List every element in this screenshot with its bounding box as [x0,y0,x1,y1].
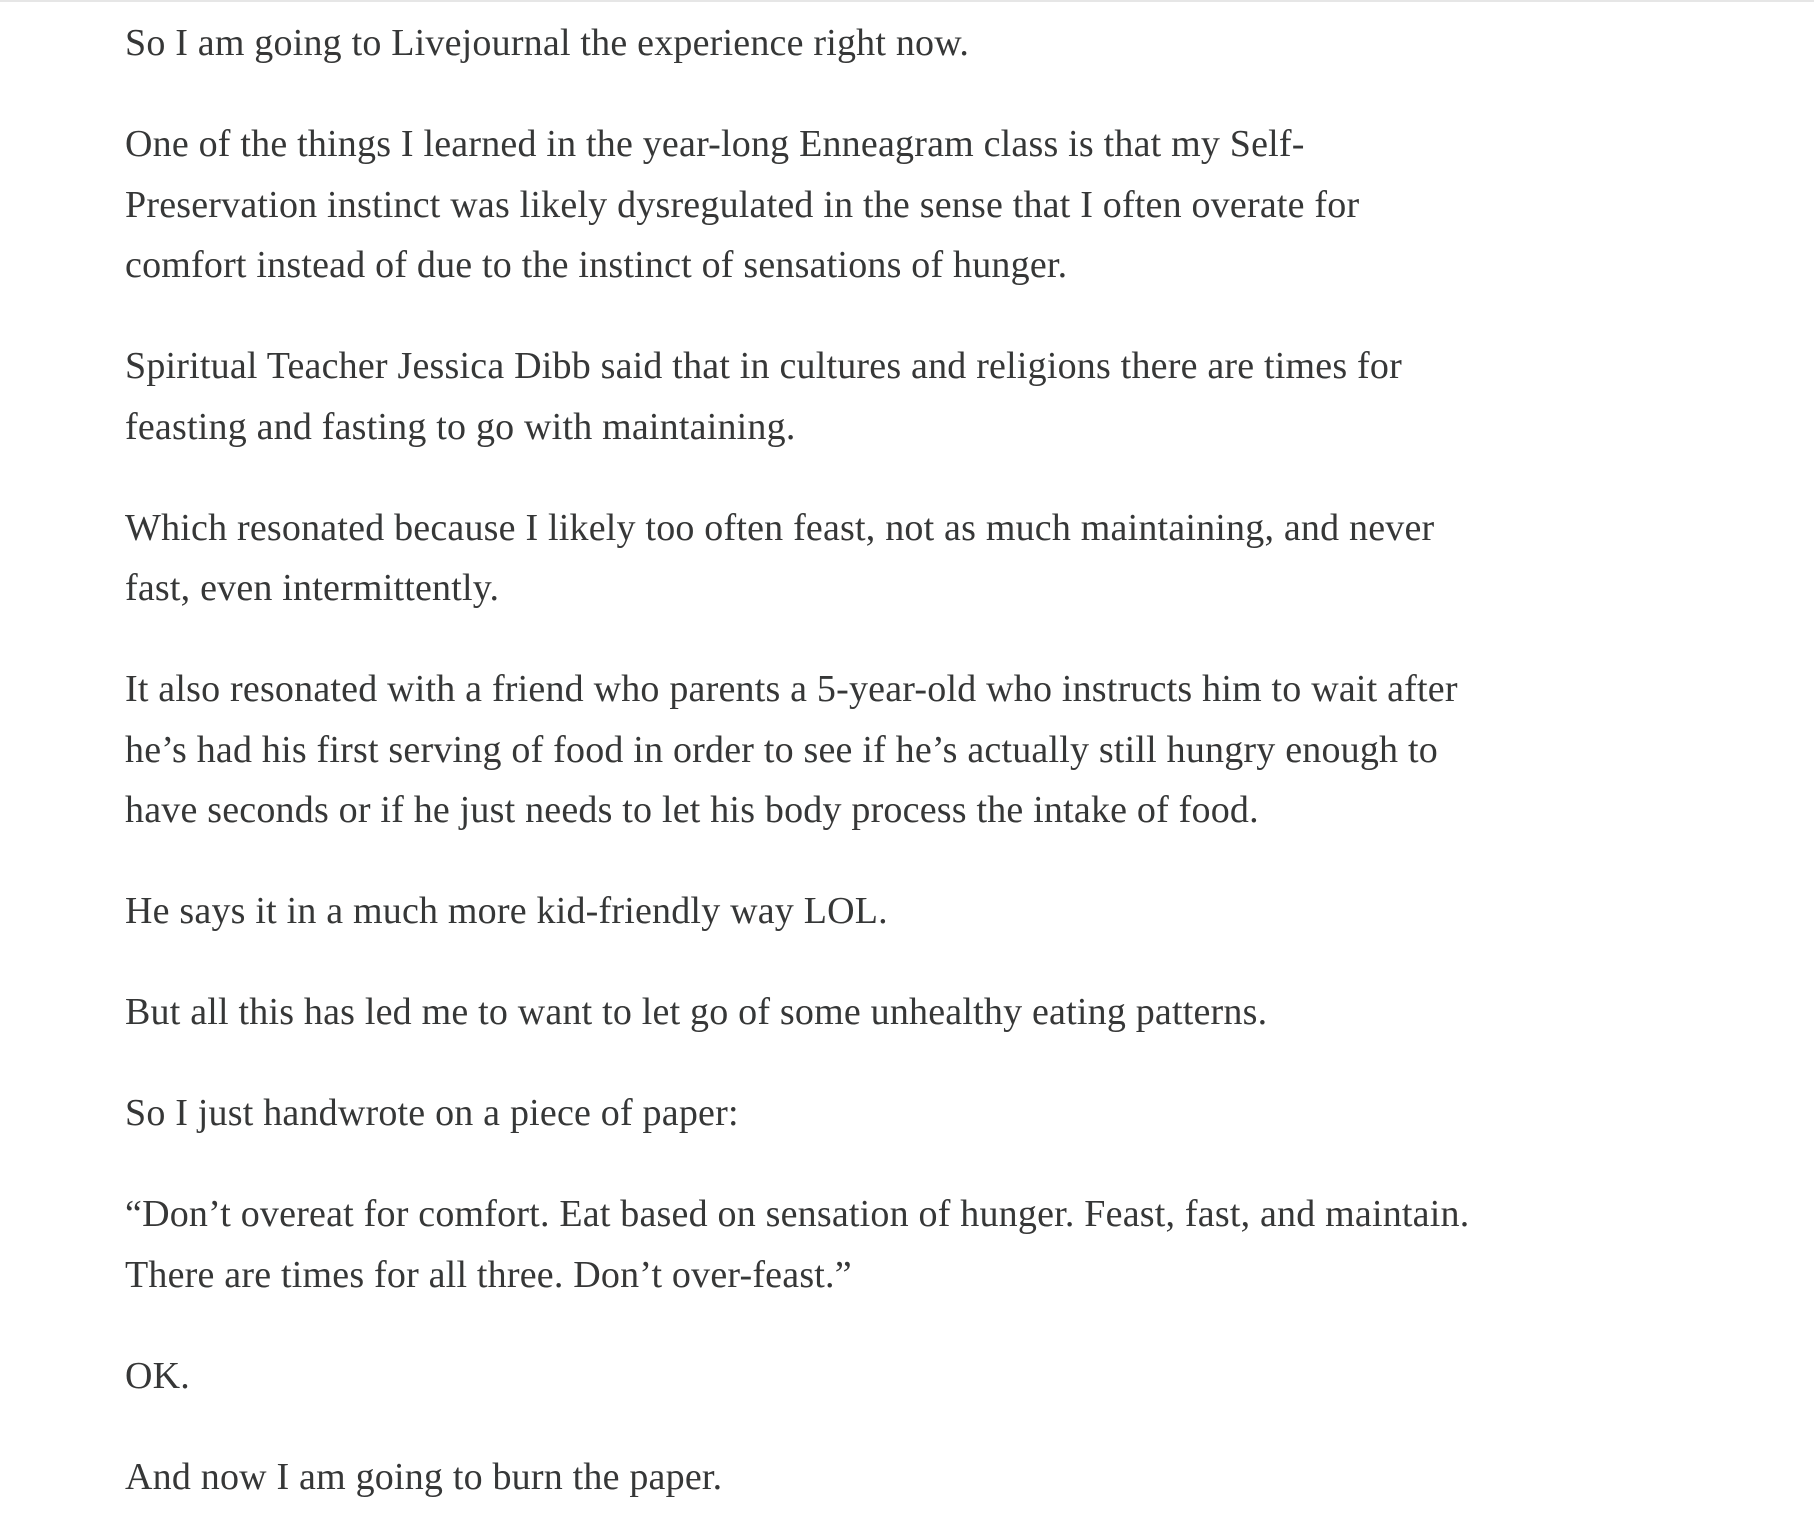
article-paragraph: But all this has led me to want to let go of some unhealthy eating patterns. [125,991,1268,1033]
article-paragraph: One of the things I learned in the year-long Enneagram class is that my Self- Preservation instinct was likely dysregulated in the sense that I often overate for comfort instead of due to the instinct of sensations of hunger. [125,123,1360,286]
article-paragraph: And now I am going to burn the paper. [125,1455,723,1498]
article-body [125,13,1605,1526]
article-paragraph: “Don’t overeat for comfort. Eat based on sensation of hunger. Feast, fast, and maintain. There are times for all three. Don’t over-feast.” [125,1193,1470,1296]
article-paragraph: He says it in a much more kid-friendly way LOL. [125,890,888,932]
article-paragraph: Which resonated because I likely too often feast, not as much maintaining, and never fast, even intermittently. [125,506,1435,609]
article-paragraph: OK. [125,1354,190,1397]
article-paragraph: Spiritual Teacher Jessica Dibb said that in cultures and religions there are times for feasting and fasting to go with maintaining. [125,345,1402,448]
article-paragraph: So I am going to Livejournal the experience right now. [125,22,970,64]
top-divider [0,0,1814,2]
article-paragraph: It also resonated with a friend who parents a 5-year-old who instructs him to wait after he’s had his first serving of food in order to see if he’s actually still hungry enough to have seconds or if he just needs to let his body process the intake of food. [125,668,1458,831]
article-paragraph: So I just handwrote on a piece of paper: [125,1092,739,1134]
